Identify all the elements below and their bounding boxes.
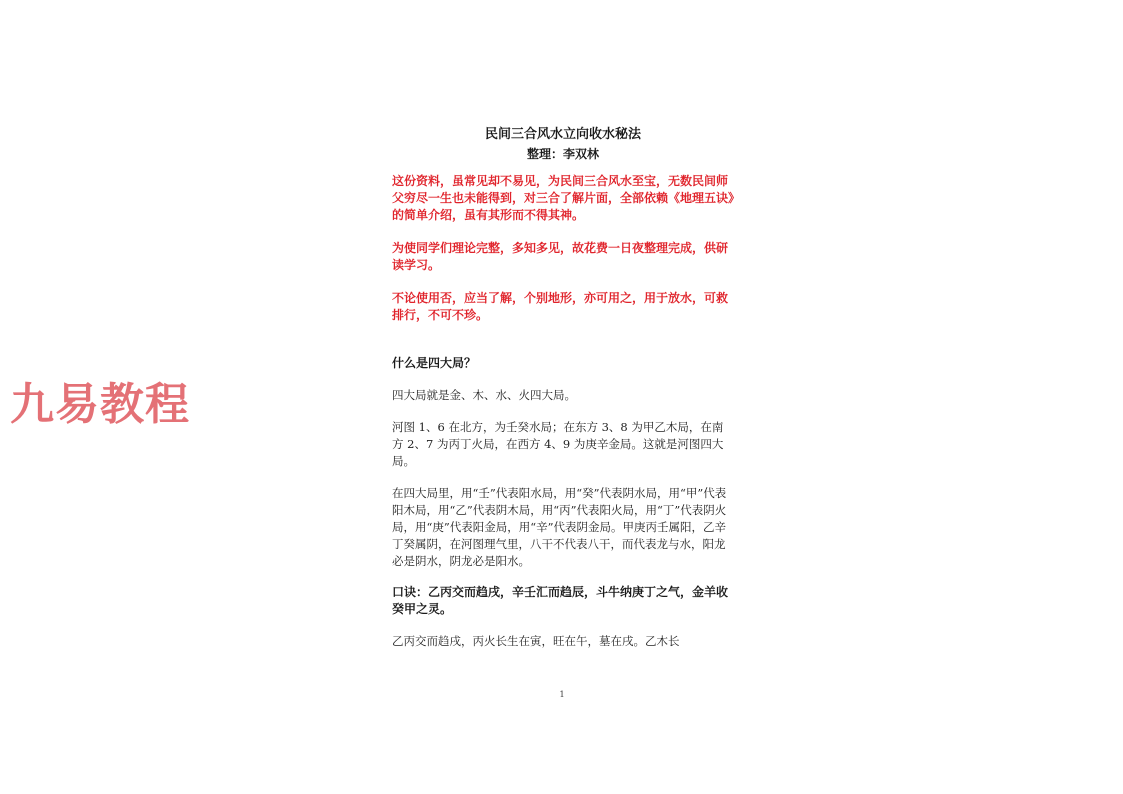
body-paragraph-2: 河图 1、6 在北方，为壬癸水局；在东方 3、8 为甲乙木局，在南方 2、7 为丙丁火局，在西方 4、9 为庚辛金局。这就是河图四大局。 bbox=[392, 420, 724, 468]
page-number: 1 bbox=[559, 690, 565, 699]
watermark-logo: 九易教程 bbox=[10, 379, 190, 430]
intro-paragraph-3: 不论使用否，应当了解，个别地形，亦可用之，用于放水，可救排行，不可不珍。 bbox=[392, 291, 729, 322]
document-title: 民间三合风水立向收水秘法 bbox=[484, 127, 641, 142]
body-paragraph-1: 四大局就是金、木、水、火四大局。 bbox=[392, 388, 576, 402]
body-paragraph-3: 在四大局里，用“壬”代表阳水局，用“癸”代表阴水局，用“甲”代表阳木局，用“乙”代表阴木局，用“丙”代表阳火局，用“丁”代表阴火局，用“庚”代表阳金局，用“辛”代表阴金局。甲庚丙壬属阳，乙辛丁癸属阴，在河图理气里，八干不代表八干，而代表龙与水，阳龙必是阴水，阴龙必是阳水。 bbox=[392, 486, 727, 568]
formula-paragraph: 口诀：乙丙交而趋戌，辛壬汇而趋辰，斗牛纳庚丁之气，金羊收癸甲之灵。 bbox=[392, 585, 729, 616]
intro-paragraph-1: 这份资料，虽常见却不易见，为民间三合风水至宝，无数民间师父穷尽一生也未能得到，对三合了解片面，全部依赖《地理五诀》的简单介绍，虽有其形而不得其神。 bbox=[392, 174, 735, 222]
text-column bbox=[392, 126, 734, 650]
document-author: 整理：李双林 bbox=[526, 147, 599, 161]
body-paragraph-last: 乙丙交而趋戌，丙火长生在寅，旺在午，墓在戌。乙木长 bbox=[392, 634, 680, 648]
intro-paragraph-2: 为使同学们理论完整，多知多见，故花费一日夜整理完成，供研读学习。 bbox=[392, 241, 729, 272]
section-heading: 什么是四大局？ bbox=[392, 356, 477, 370]
